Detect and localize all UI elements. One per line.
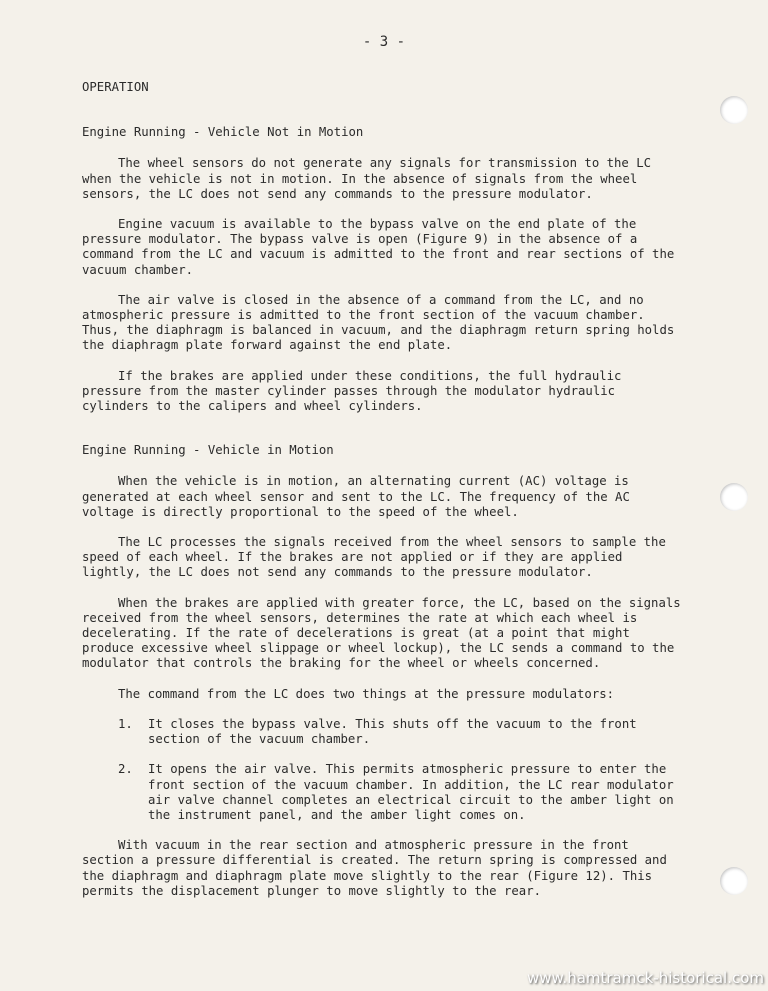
paragraph: Engine vacuum is available to the bypass valve on the end plate of the pressure modulator. The bypass valve is open (Figure 9) in the absence of a command from the LC and vacuum is admitted to the front and rear sections of the vacuum chamber. <box>82 217 675 277</box>
list-number: 2. <box>118 762 133 777</box>
punch-hole-top <box>720 96 748 124</box>
numbered-list <box>82 717 682 823</box>
list-item <box>82 717 682 747</box>
list-text: It closes the bypass valve. This shuts off the vacuum to the front section of the vacuum chamber. <box>148 716 637 747</box>
paragraph: The LC processes the signals received from the wheel sensors to sample the speed of each wheel. If the brakes are not applied or if they are applied lightly, the LC does not send any commands to the pressure modulator. <box>82 535 666 580</box>
page-number: - 3 - <box>362 34 406 50</box>
paragraph: If the brakes are applied under these conditions, the full hydraulic pressure from the master cylinder passes through the modulator hydraulic cylinders to the calipers and wheel cylinders. <box>82 368 622 414</box>
subsection-title-1: Engine Running - Vehicle Not in Motion <box>82 125 364 140</box>
subsection-title-2: Engine Running - Vehicle in Motion <box>82 443 334 458</box>
document-body <box>82 80 682 914</box>
punch-hole-middle <box>720 483 748 511</box>
list-text: It opens the air valve. This permits atmospheric pressure to enter the front section of the vacuum chamber. In addition, the LC rear modulator air valve channel completes an electrical circuit to the amber light on the instrument panel, and the amber light comes on. <box>148 762 674 822</box>
list-number: 1. <box>118 716 133 731</box>
section-title: OPERATION <box>82 80 149 94</box>
paragraph: When the brakes are applied with greater force, the LC, based on the signals received from the wheel sensors, determines the rate at which each wheel is decelerating. If the rate of decelerations is great (at a point that might produce excessive wheel slippage or wheel lockup), the LC sends a command to the modulator that controls the braking for the wheel or wheels concerned. <box>82 595 681 671</box>
paragraph: When the vehicle is in motion, an alternating current (AC) voltage is generated at each wheel sensor and sent to the LC. The frequency of the AC voltage is directly proportional to the speed of the wheel. <box>82 474 630 519</box>
paragraph: With vacuum in the rear section and atmospheric pressure in the front section a pressure differential is created. The return spring is compressed and the diaphragm and diaphragm plate move slightly to the rear (Figure 12). This permits the displacement plunger to move slightly to the rear. <box>82 838 667 898</box>
list-item <box>82 762 682 823</box>
paragraph: The command from the LC does two things at the pressure modulators: <box>118 686 615 701</box>
paragraph: The air valve is closed in the absence of a command from the LC, and no atmospheric pressure is admitted to the front section of the vacuum chamber. Thus, the diaphragm is balanced in vacuum, and the diaphragm return spring holds the diaphragm plate forward against the end plate. <box>82 292 675 353</box>
site-watermark: www.hamtramck-historical.com <box>527 969 764 987</box>
punch-hole-bottom <box>720 867 748 895</box>
paragraph: The wheel sensors do not generate any signals for transmission to the LC when the vehicle is not in motion. In the absence of signals from the wheel sensors, the LC does not send any commands to the pressure modulator. <box>82 156 652 201</box>
